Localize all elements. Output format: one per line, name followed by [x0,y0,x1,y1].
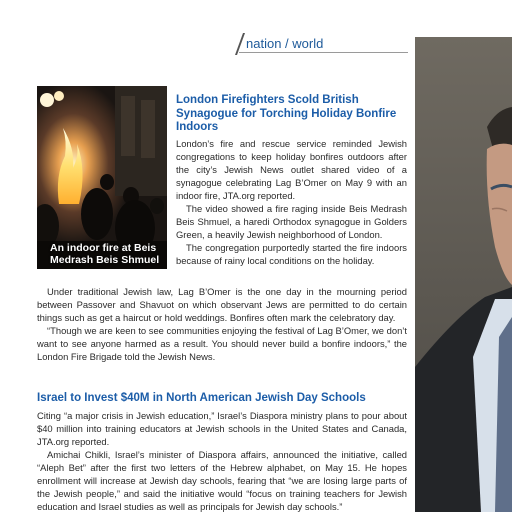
paragraph: Amichai Chikli, Israel’s minister of Diaspora affairs, announced the initiative, called “Aleph Bet” after the first two letters of the Hebrew alphabet, on May 15. He hopes enrollment will increase at Jewish day schools, fearing that “we are losing large parts of the Jewish people,” and said the initiative would “focus on training teachers for Jewish education and Israel studies as well as principals for Jewish day schools.” [37,449,407,512]
portrait-illustration [415,37,512,512]
article-london-continued [37,285,407,363]
paragraph: Citing “a major crisis in Jewish education,” Israel’s Diaspora ministry plans to pour about $40 million into training educators at Jewish schools in the United States and Canada, JTA.org reported. [37,410,407,447]
paragraph: “Though we are keen to see communities enjoying the festival of Lag B’Omer, we don’t want to see anyone harmed as a result. You should never build a bonfire indoors,” the London Fire Brigade told the Jewish News. [37,325,407,362]
paragraph: The congregation purportedly started the fire indoors because of rainy local conditions on the holiday. [176,242,407,266]
section-separator: / [285,36,289,51]
paragraph: The video showed a fire raging inside Beis Medrash Beis Shmuel, a haredi Orthodox synagogue in Golders Green, a heavily Jewish neighborhood of London. [176,203,407,240]
synagogue-fire-photo [37,86,167,269]
section-name: nation [246,36,282,51]
article-israel-body [37,409,407,513]
section-header [233,33,408,55]
article-london-column [176,137,407,267]
subsection-name: world [292,36,324,51]
article-headline-israel: Israel to Invest $40M in North American Jewish Day Schools [37,392,366,404]
header-rule [239,52,408,53]
article-headline-london: London Firefighters Scold British Synagogue for Torching Holiday Bonfire Indoors [176,94,397,133]
paragraph: Under traditional Jewish law, Lag B’Omer is the one day in the mourning period between Passover and Shavuot on which observant Jews are permitted to do certain things such as get a haircut or hold weddings. Bonfires often mark the celebratory day. [37,286,407,323]
caption-line-1: An indoor fire at Beis [50,242,157,254]
portrait-photo [415,37,512,512]
section-label [246,36,323,51]
paragraph: London’s fire and rescue service reminded Jewish congregations to keep holiday bonfires outdoors after the city’s Jewish News outlet shared video of a synagogue celebrating Lag B’Omer on May 9 with an indoor fire, JTA.org reported. [176,138,407,201]
caption-line-2: Medrash Beis Shmuel [50,254,160,266]
photo-caption [37,242,167,266]
